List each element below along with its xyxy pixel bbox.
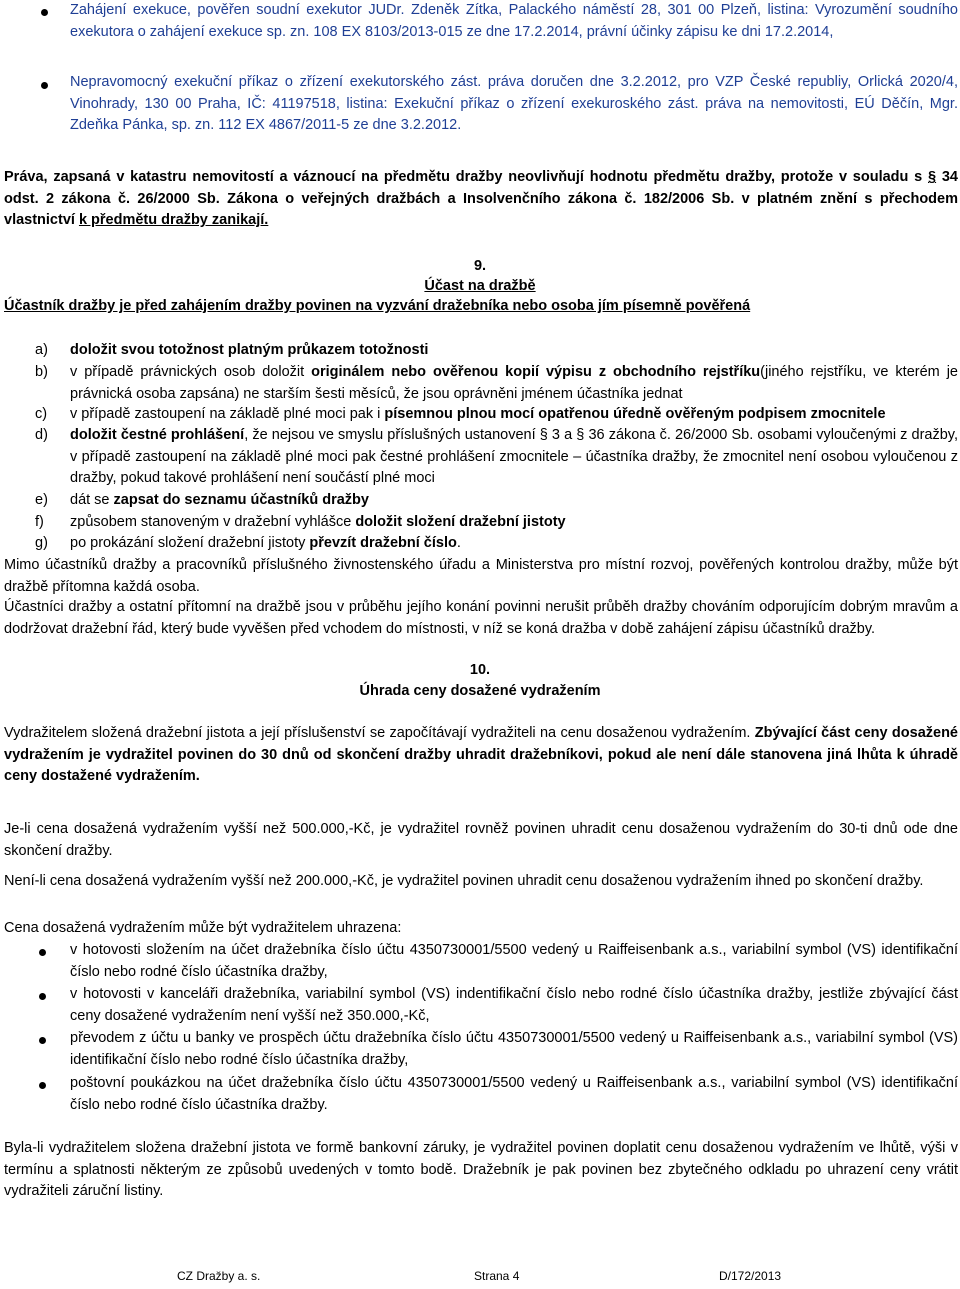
footer-page-number: Strana 4 [474,1269,520,1283]
bullet-icon [39,1037,46,1044]
footer-company: CZ Dražby a. s. [177,1269,261,1283]
lien-entry-order: Nepravomocný exekuční příkaz o zřízení exekutorského zást. práva doručen dne 3.2.2012, pro VZP České republiy, Orlická 2020/4, Vinohrady, 130 00 Praha, IČ: 41197518, listina: Exekuční příkaz o zřízení exekuroského zást. práva na nemovitosti, EÚ Děčín, Mgr. Zdeňka Pánka, sp. zn. 112 EX 4867/2011-5 ze dne 3.2.2012. [70,74,958,133]
lien-entry-execution: Zahájení exekuce, pověřen soudní exekutor JUDr. Zdeněk Zítka, Palackého náměstí 28, 301 00 Plzeň, listina: Vyrozumění soudního exekutora o zahájení exekuce sp. zn. 108 EX 8103/2013-015 ze dne 17.2.2014, právní účinky zápisu ke dni 17.2.2014, [70,2,958,40]
section-10-number: 10. [469,662,491,678]
payment-method-cash-account: v hotovosti složením na účet dražebníka číslo účtu 4350730001/5500 vedený u Raiffeisenbank a.s., variabilní symbol (VS) identifikační číslo nebo rodné číslo účastníka dražby, [70,942,958,980]
bullet-icon [39,949,46,956]
footer-doc-id: D/172/2013 [719,1269,782,1283]
rights-paragraph: Práva, zapsaná v katastru nemovitostí a váznoucí na předmětu dražby neovlivňují hodnotu předmětu dražby, protože v souladu s § 34 odst. 2 zákona č. 26/2000 Sb. Zákona o veřejných dražbách a Insolvenčního zákona č. 182/2006 Sb. v platném znění s přechodem vlastnictví k předmětu dražby zanikají. [4,169,958,228]
attendance-paragraph: Mimo účastníků dražby a pracovníků příslušného živnostenského úřadu a Ministerstva pro místní rozvoj, pověřených kontrolou dražby, může být dražbě přítomna každá osoba. [4,557,958,595]
payment-paragraph-3: Není-li cena dosažená vydražením vyšší než 200.000,-Kč, je vydražitel povinen uhradit cenu dosaženou vydražením ihned po skončení dražby. [4,873,924,889]
payment-method-postal: poštovní poukázkou na účet dražebníka číslo účtu 4350730001/5500 vedený u Raiffeisenbank a.s., variabilní symbol (VS) identifikační číslo nebo rodné číslo účastníka dražby. [70,1075,958,1113]
bullet-icon [39,993,46,1000]
payment-paragraph-1: Vydražitelem složená dražební jistota a její příslušenství se započítávají vydražiteli na cenu dosaženou vydražením. Zbývající část ceny dosažené vydražením je vydražitel povinen do 30 dnů od skončení dražby uhradit dražebníkovi, pokud ale není dále stanovena jiná lhůta k úhradě ceny dostažené vydražením. [4,725,958,784]
section-9-intro: Účastník dražby je před zahájením dražby povinen na vyzvání dražebníka nebo osoba jím písemně pověřená [4,298,751,314]
bank-guarantee-paragraph: Byla-li vydražitelem složena dražební jistota ve formě bankovní záruky, je vydražitel povinen doplatit cenu dosaženou vydražením ve lhůtě, výši v termínu a splatnosti některým ze způsobů uvedených v tomto bodě. Dražebník je pak povinen bez zbytečného odkladu po uhrazení ceny vrátit vydražiteli záruční listiny. [4,1140,958,1199]
payment-method-transfer: převodem z účtu u banky ve prospěch účtu dražebníka číslo účtu 4350730001/5500 vedený u Raiffeisenbank a.s., variabilní symbol (VS) identifikační číslo nebo rodné číslo účastníka dražby, [70,1030,958,1068]
section-10-title: Úhrada ceny dosažené vydražením [359,683,601,699]
bullet-icon [41,82,48,89]
bullet-icon [39,1082,46,1089]
bullet-icon [41,9,48,16]
section-9-number: 9. [473,258,487,274]
payment-paragraph-2: Je-li cena dosažená vydražením vyšší než 500.000,-Kč, je vydražitel rovněž povinen uhradit cenu dosaženou vydražením do 30-ti dnů ode dne skončení dražby. [4,821,958,859]
conduct-paragraph: Účastníci dražby a ostatní přítomní na dražbě jsou v průběhu jejího konání povinni nerušit průběh dražby chováním odporujícím dobrým mravům a dodržovat dražební řád, který bude vyvěšen před vchodem do místnosti, v níž se koná dražba v době zahájení zápisu účastníků dražby. [4,599,958,637]
payment-methods-intro: Cena dosažená vydražením může být vydražitelem uhrazena: [4,920,402,936]
payment-method-cash-office: v hotovosti v kanceláři dražebníka, variabilní symbol (VS) indentifikační číslo nebo rodné číslo účastníka dražby, jestliže zbývající část ceny dosažené vydražením není vyšší než 350.000,-Kč, [70,986,958,1024]
section-9-title: Účast na dražbě [424,278,536,294]
